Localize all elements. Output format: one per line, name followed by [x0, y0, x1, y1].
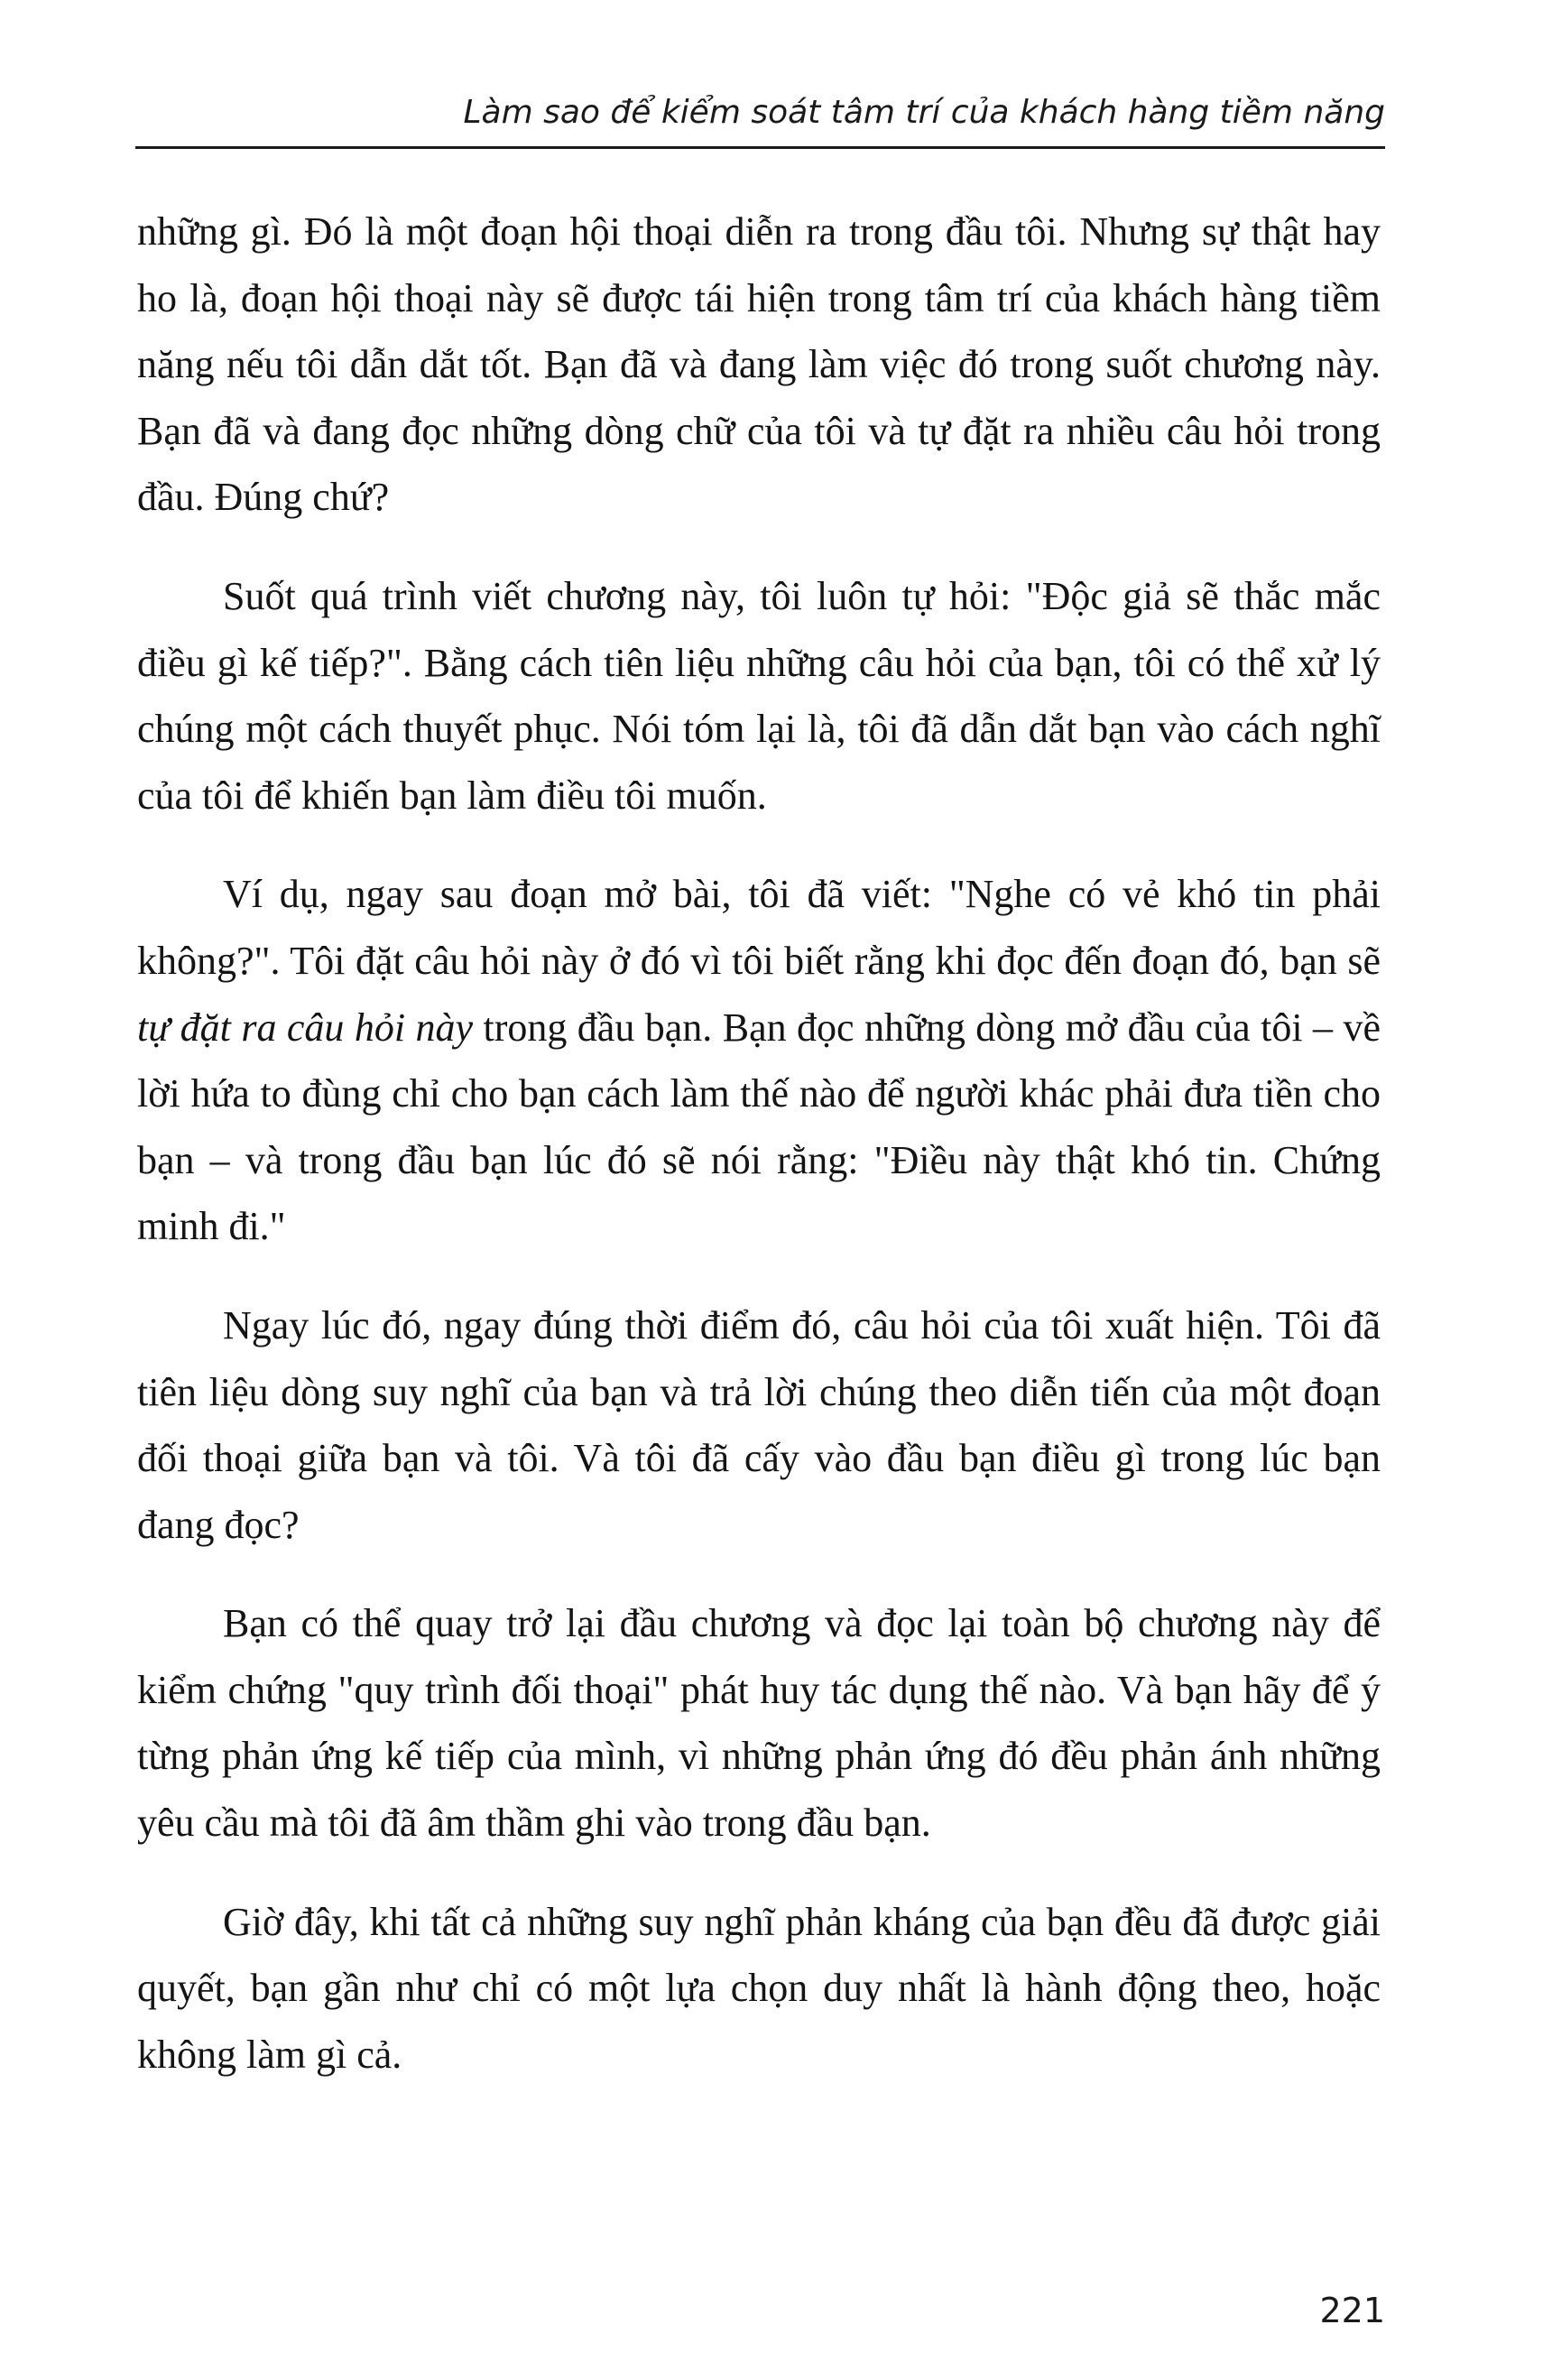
page-number: 221 [1319, 2291, 1385, 2330]
paragraph-6: Giờ đây, khi tất cả những suy nghĩ phản kháng của bạn đều đã được giải quyết, bạn gần như chỉ có một lựa chọn duy nhất là hành động theo, hoặc không làm gì cả. [137, 1899, 1381, 2077]
paragraph-1: những gì. Đó là một đoạn hội thoại diễn ra trong đầu tôi. Nhưng sự thật hay ho là, đoạn hội thoại này sẽ được tái hiện trong tâm trí của khách hàng tiềm năng nếu tôi dẫn dắt tốt. Bạn đã và đang làm việc đó trong suốt chương này. Bạn đã và đang đọc những dòng chữ của tôi và tự đặt ra nhiều câu hỏi trong đầu. Đúng chứ? [137, 209, 1381, 520]
header-divider [135, 146, 1385, 149]
paragraph-4: Ngay lúc đó, ngay đúng thời điểm đó, câu hỏi của tôi xuất hiện. Tôi đã tiên liệu dòng suy nghĩ của bạn và trả lời chúng theo diễn tiến của một đoạn đối thoại giữa bạn và tôi. Và tôi đã cấy vào đầu bạn điều gì trong lúc bạn đang đọc? [137, 1302, 1381, 1547]
paragraph-3 [137, 861, 1381, 1260]
paragraph-2: Suốt quá trình viết chương này, tôi luôn tự hỏi: "Độc giả sẽ thắc mắc điều gì kế tiếp?". Bằng cách tiên liệu những câu hỏi của bạn, tôi có thể xử lý chúng một cách thuyết phục. Nói tóm lại là, tôi đã dẫn dắt bạn vào cách nghĩ của tôi để khiến bạn làm điều tôi muốn. [137, 573, 1381, 818]
paragraph-3-part-2: trong đầu bạn. Bạn đọc những dòng mở đầu của tôi – về lời hứa to đùng chỉ cho bạn cách làm thế nào để người khác phải đưa tiền cho bạn – và trong đầu bạn lúc đó sẽ nói rằng: "Điều này thật khó tin. Chứng minh đi." [137, 1005, 1381, 1249]
paragraph-3-part-1: Ví dụ, ngay sau đoạn mở bài, tôi đã viết: "Nghe có vẻ khó tin phải không?". Tôi đặt câu hỏi này ở đó vì tôi biết rằng khi đọc đến đoạn đó, bạn sẽ [137, 872, 1381, 983]
body-text [137, 199, 1381, 2120]
running-header: Làm sao để kiểm soát tâm trí của khách hàng tiềm năng [463, 94, 1385, 131]
paragraph-3-emphasis: tự đặt ra câu hỏi này [137, 1005, 474, 1050]
paragraph-5: Bạn có thể quay trở lại đầu chương và đọc lại toàn bộ chương này để kiểm chứng "quy trình đối thoại" phát huy tác dụng thế nào. Và bạn hãy để ý từng phản ứng kế tiếp của mình, vì những phản ứng đó đều phản ánh những yêu cầu mà tôi đã âm thầm ghi vào trong đầu bạn. [137, 1601, 1381, 1846]
